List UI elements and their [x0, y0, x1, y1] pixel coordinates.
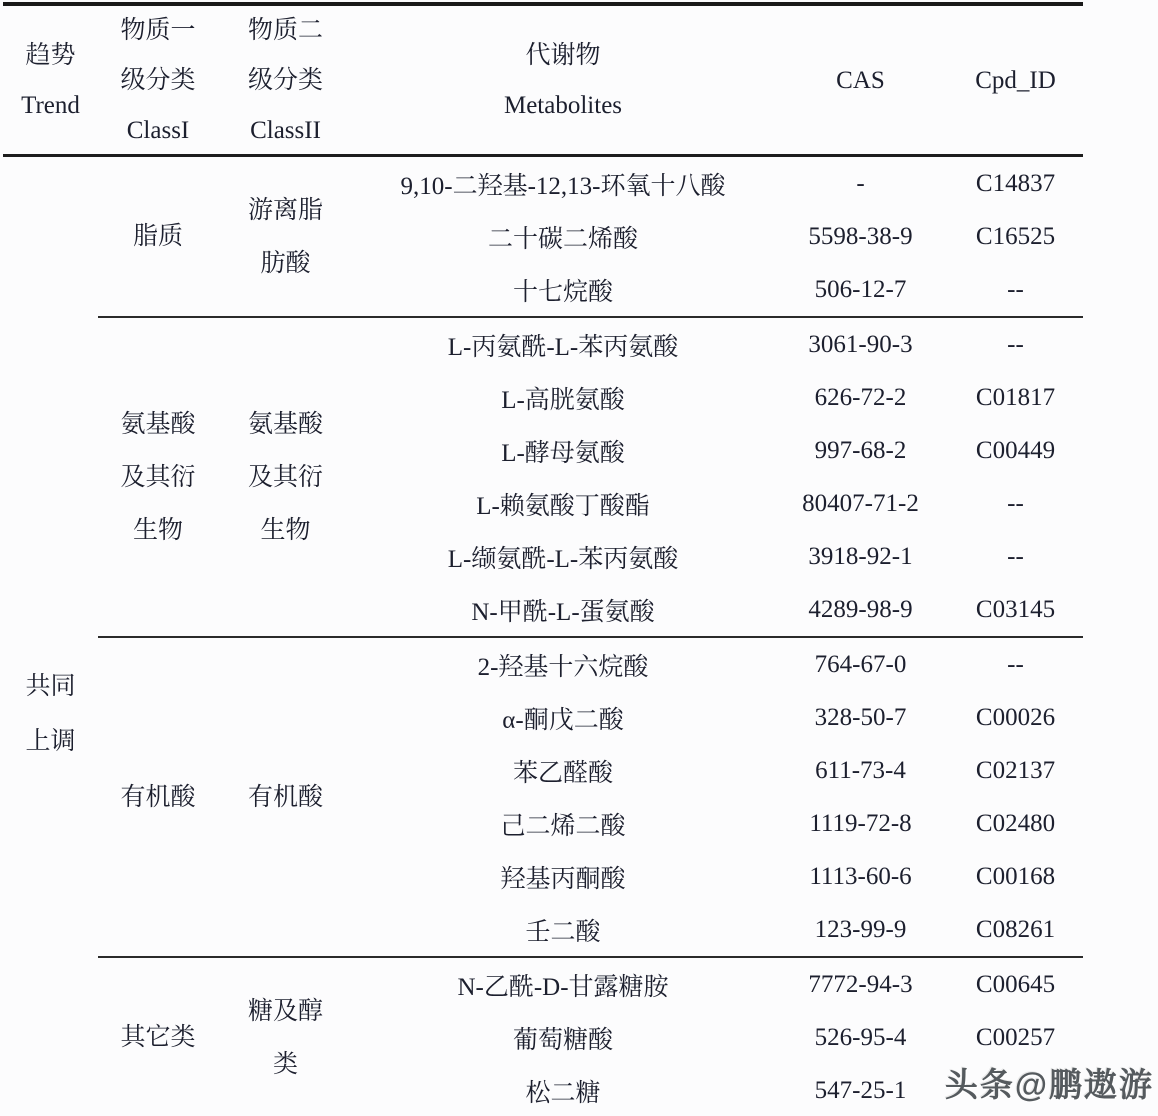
- cas-number: 80407-71-2: [802, 489, 919, 517]
- cpd-id: C00168: [975, 862, 1056, 890]
- metabolite-name: 二十碳二烯酸: [487, 225, 638, 253]
- header-metabolites: [353, 6, 773, 156]
- group-lipids-class2: 游离脂 肪酸: [247, 196, 323, 277]
- header-class1-line2: 级分类: [120, 67, 196, 94]
- cas-number: -: [856, 169, 865, 197]
- group-organic-acids-rows: [353, 638, 1083, 956]
- table-row: [353, 263, 1083, 316]
- metabolite-name: 松二糖: [525, 1079, 601, 1107]
- cas-number: 4289-98-9: [808, 595, 913, 623]
- table-row: [353, 530, 1083, 583]
- table-row: [353, 371, 1083, 424]
- group-amino-acids-rows: [353, 318, 1083, 636]
- header-class2-en: ClassII: [250, 117, 321, 144]
- cas-number: 5598-38-9: [808, 222, 913, 250]
- header-metabolites-zh: 代谢物: [525, 42, 601, 69]
- cpd-id: C16525: [975, 222, 1056, 250]
- group-organic-acids-class2: 有机酸: [247, 783, 323, 811]
- table-row: [353, 157, 1083, 210]
- group-amino-acids: [98, 316, 1083, 636]
- group-lipids: [98, 157, 1083, 316]
- table-body: [3, 157, 1083, 1116]
- table-row: [353, 477, 1083, 530]
- table-header-row: [3, 6, 1083, 157]
- group-organic-acids-class1: 有机酸: [120, 783, 196, 811]
- cas-number: 506-12-7: [814, 275, 907, 303]
- cas-number: 1113-60-6: [809, 862, 912, 890]
- metabolite-name: α-酮戊二酸: [502, 706, 624, 734]
- group-organic-acids: [98, 636, 1083, 956]
- group-lipids-class1: 脂质: [132, 223, 183, 250]
- metabolites-table: [3, 2, 1083, 1116]
- cpd-id: --: [1007, 489, 1024, 517]
- cas-number: 626-72-2: [814, 383, 907, 411]
- cas-number: 3061-90-3: [808, 330, 913, 358]
- cpd-id: C03145: [975, 595, 1056, 623]
- cas-number: 123-99-9: [814, 915, 907, 943]
- header-cpd-label: Cpd_ID: [975, 67, 1056, 94]
- header-class1-en: ClassI: [126, 117, 190, 144]
- header-trend-zh: 趋势: [25, 42, 76, 69]
- table-row: [353, 638, 1083, 691]
- cpd-id: --: [1007, 542, 1024, 570]
- cas-number: 3918-92-1: [808, 542, 913, 570]
- metabolite-name: 9,10-二羟基-12,13-环氧十八酸: [400, 172, 726, 200]
- metabolite-name: 己二烯二酸: [500, 812, 626, 840]
- group-lipids-rows: [353, 157, 1083, 316]
- table-row: [353, 744, 1083, 797]
- header-class1: [98, 6, 218, 156]
- metabolite-name: L-酵母氨酸: [501, 439, 625, 467]
- header-metabolites-en: Metabolites: [503, 92, 623, 119]
- cpd-id: C01817: [975, 383, 1056, 411]
- metabolite-name: L-高胱氨酸: [501, 386, 625, 414]
- header-trend: [3, 6, 98, 156]
- cas-number: 1119-72-8: [809, 809, 912, 837]
- trend-value-cell: [3, 157, 98, 1116]
- header-cas-label: CAS: [836, 67, 885, 94]
- group-others: [98, 956, 1083, 1116]
- metabolite-name: 葡萄糖酸: [512, 1026, 613, 1054]
- metabolite-name: N-乙酰-D-甘露糖胺: [457, 973, 669, 1001]
- group-amino-acids-class1: 氨基酸 及其衍 生物: [120, 410, 196, 544]
- cas-number: 611-73-4: [815, 756, 906, 784]
- group-others-class2: 糖及醇 类: [247, 997, 323, 1078]
- header-cpd-id: [948, 6, 1083, 156]
- table-row: [353, 1011, 1083, 1064]
- header-cas: [773, 6, 948, 156]
- metabolite-name: 苯乙醛酸: [512, 759, 613, 787]
- cpd-id: C14837: [975, 169, 1056, 197]
- cpd-id: C00257: [975, 1023, 1056, 1051]
- cas-number: 526-95-4: [814, 1023, 907, 1051]
- metabolite-name: 十七烷酸: [512, 278, 613, 306]
- cas-number: 997-68-2: [814, 436, 907, 464]
- metabolite-name: L-缬氨酰-L-苯丙氨酸: [447, 545, 679, 573]
- metabolite-name: L-赖氨酸丁酸酯: [476, 492, 650, 520]
- header-class1-line1: 物质一: [120, 17, 196, 44]
- class-groups: [98, 157, 1083, 1116]
- cpd-id: C00026: [975, 703, 1056, 731]
- header-class2-line1: 物质二: [247, 17, 323, 44]
- header-trend-en: Trend: [21, 92, 80, 119]
- table-row: [353, 424, 1083, 477]
- cas-number: 7772-94-3: [808, 970, 913, 998]
- table-row: [353, 583, 1083, 636]
- trend-value-line1: 共同: [25, 673, 76, 700]
- table-row: [353, 318, 1083, 371]
- cpd-id: C02137: [975, 756, 1056, 784]
- toutiao-watermark: 头条@鹏遨游: [944, 1066, 1154, 1103]
- table-row: [353, 850, 1083, 903]
- table-row: [353, 797, 1083, 850]
- cpd-id: --: [1007, 650, 1024, 678]
- metabolite-name: 壬二酸: [525, 918, 601, 946]
- trend-value-line2: 上调: [25, 728, 76, 755]
- metabolite-name: 羟基丙酮酸: [500, 865, 626, 893]
- cas-number: 328-50-7: [814, 703, 907, 731]
- cpd-id: --: [1007, 330, 1024, 358]
- cpd-id: C08261: [975, 915, 1056, 943]
- metabolite-name: 2-羟基十六烷酸: [477, 653, 649, 681]
- header-class2: [218, 6, 353, 156]
- metabolite-name: L-丙氨酰-L-苯丙氨酸: [447, 333, 679, 361]
- metabolite-name: N-甲酰-L-蛋氨酸: [471, 598, 655, 626]
- table-row: [353, 691, 1083, 744]
- table-row: [353, 210, 1083, 263]
- cpd-id: C00645: [975, 970, 1056, 998]
- group-amino-acids-class2: 氨基酸 及其衍 生物: [247, 410, 323, 544]
- cpd-id: --: [1007, 275, 1024, 303]
- cpd-id: C02480: [975, 809, 1056, 837]
- table-row: [353, 958, 1083, 1011]
- header-class2-line2: 级分类: [247, 67, 323, 94]
- cas-number: 764-67-0: [814, 650, 907, 678]
- table-row: [353, 903, 1083, 956]
- cas-number: 547-25-1: [814, 1076, 907, 1104]
- group-others-class1: 其它类: [120, 1024, 196, 1051]
- cpd-id: C00449: [975, 436, 1056, 464]
